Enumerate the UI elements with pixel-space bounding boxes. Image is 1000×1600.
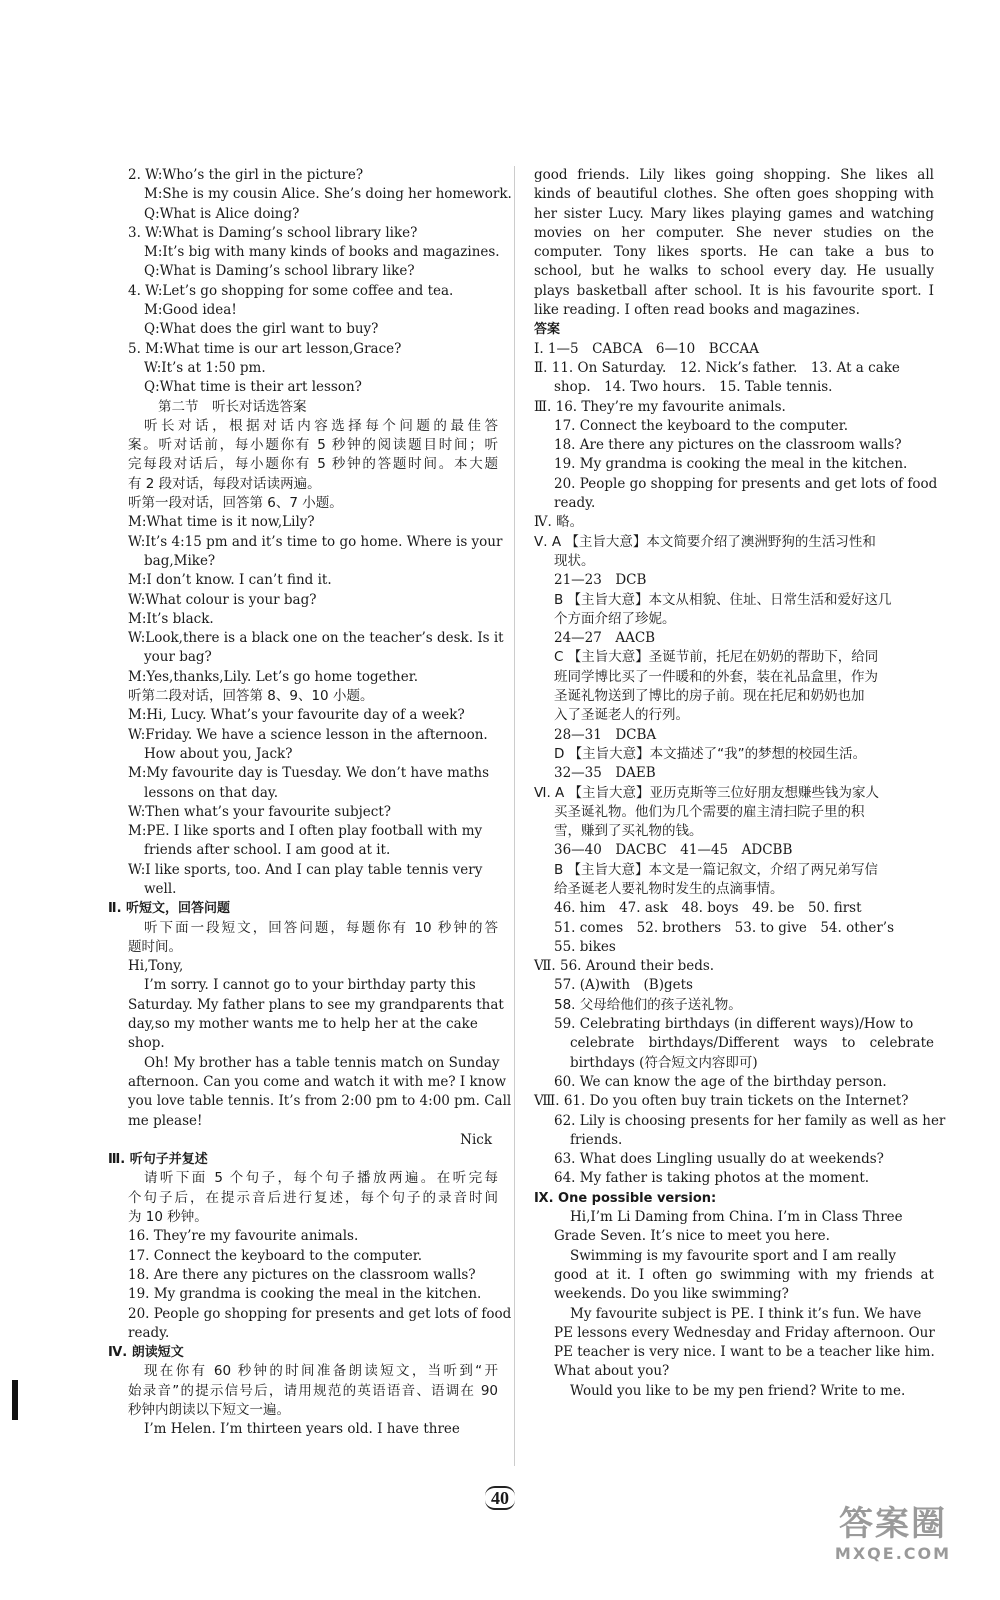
left-column-line: Q:What does the girl want to buy? xyxy=(144,321,379,338)
right-column-line: kinds of beautiful clothes. She often goes shopping with xyxy=(534,186,934,203)
left-column-line: W:It’s at 1:50 pm. xyxy=(144,359,266,376)
right-column-line: ready. xyxy=(554,495,596,512)
left-column-line: 听长对话，根据对话内容选择每个问题的最佳答 xyxy=(144,417,498,434)
right-column-line: computer. Tony likes sports. He can take a bus to xyxy=(534,244,934,261)
right-column-line: good at it. I often go swimming with my friends at xyxy=(554,1266,934,1283)
left-column-line: 16. They’re my favourite animals. xyxy=(128,1228,359,1245)
left-column-line: W:Then what’s your favourite subject? xyxy=(128,803,391,820)
left-column-line: Saturday. My father plans to see my grandparents that xyxy=(128,996,504,1013)
left-column-line: M:My favourite day is Tuesday. We don’t have maths xyxy=(128,765,490,782)
page-number-text: 40 xyxy=(485,1486,515,1510)
watermark-cn: 答案圈 xyxy=(839,1504,947,1544)
left-column-line: 个句子后，在提示音后进行复述，每个句子的录音时间 xyxy=(128,1189,498,1206)
left-column-line: Q:What is Alice doing? xyxy=(144,205,300,222)
left-column-line: Ⅲ. 听句子并复述 xyxy=(108,1152,208,1168)
left-column-line: Q:What time is their art lesson? xyxy=(144,379,362,396)
left-column-line: W:Look,there is a black one on the teacher’s desk. Is it xyxy=(128,630,504,647)
left-column-line: you love table tennis. It’s from 2:00 pm to 4:00 pm. Call xyxy=(128,1093,512,1110)
left-column-line: M:Good idea! xyxy=(144,302,237,319)
left-column-line: 听下面一段短文，回答问题，每题你有 10 秒钟的答 xyxy=(144,919,498,936)
left-column-line: 4. W:Let’s go shopping for some coffee and tea. xyxy=(128,282,454,299)
right-column-line: like reading. I often read books and magazines. xyxy=(534,302,860,319)
left-column-line: M:It’s big with many kinds of books and magazines. xyxy=(144,244,500,261)
left-column-line: 20. People go shopping for presents and get lots of food xyxy=(128,1305,512,1322)
right-column-line: 51. comes 52. brothers 53. to give 54. other’s xyxy=(554,919,894,936)
right-column-line: Ⅸ. One possible version: xyxy=(534,1190,717,1206)
right-column-line: Hi,I’m Li Daming from China. I’m in Class Three xyxy=(570,1209,903,1226)
right-column-line: 个方面介绍了珍妮。 xyxy=(554,610,676,627)
right-column-line: 18. Are there any pictures on the classroom walls? xyxy=(554,437,902,454)
right-column-line: Ⅳ. 略。 xyxy=(534,514,584,531)
left-column-line: your bag? xyxy=(144,649,212,666)
right-column-line: birthdays (符合短文内容即可) xyxy=(570,1054,758,1071)
right-column-line: B 【主旨大意】本文从相貌、住址、日常生活和爱好这几 xyxy=(554,591,892,608)
right-column-line: Grade Seven. It’s nice to meet you here. xyxy=(554,1228,830,1245)
left-column-line: 为 10 秒钟。 xyxy=(128,1209,208,1226)
left-column-line: 完每段对话后，每小题你有 5 秒钟的答题时间。本大题 xyxy=(128,456,498,473)
right-column-line: 答案 xyxy=(534,322,561,338)
right-column-line: 63. What does Lingling usually do at weekends? xyxy=(554,1151,884,1168)
left-column-line: friends after school. I am good at it. xyxy=(144,842,391,859)
right-column-line: 17. Connect the keyboard to the computer. xyxy=(554,417,849,434)
right-column-line: 班同学博比买了一件暖和的外套，装在礼品盒里，作为 xyxy=(554,668,878,685)
right-column-line: PE lessons every Wednesday and Friday afternoon. Our xyxy=(554,1324,935,1341)
left-column-line: W:Friday. We have a science lesson in the afternoon. xyxy=(128,726,488,743)
right-column-line: Ⅶ. 56. Around their beds. xyxy=(534,958,715,975)
left-column-line: 现在你有 60 秒钟的时间准备朗读短文，当听到“开 xyxy=(144,1363,498,1380)
left-column-line: Ⅳ. 朗读短文 xyxy=(108,1345,184,1361)
right-column-line: 58. 父母给他们的孩子送礼物。 xyxy=(554,996,742,1013)
left-column-line: I’m sorry. I cannot go to your birthday party this xyxy=(144,977,476,994)
left-column-line: M:What time is it now,Lily? xyxy=(128,514,315,531)
right-column-line: her sister Lucy. Mary likes playing games and watching xyxy=(534,205,934,222)
left-column-line: 5. M:What time is our art lesson,Grace? xyxy=(128,340,402,357)
right-column-line: 59. Celebrating birthdays (in different ways)/How to xyxy=(554,1016,914,1033)
right-column-line: Ⅴ. A 【主旨大意】本文简要介绍了澳洲野狗的生活习性和 xyxy=(534,533,876,550)
left-column-line: 题时间。 xyxy=(128,938,182,955)
right-column-line: 60. We can know the age of the birthday person. xyxy=(554,1073,887,1090)
right-column-line: Would you like to be my pen friend? Write to me. xyxy=(570,1382,906,1399)
left-column xyxy=(108,166,512,1440)
left-column-line: 第二节 听长对话选答案 xyxy=(158,398,307,415)
left-column-line: 2. W:Who’s the girl in the picture? xyxy=(128,167,364,183)
watermark-en: MXQE.COM xyxy=(834,1544,952,1563)
right-column-line: celebrate birthdays/Different ways to celebrate xyxy=(570,1035,934,1052)
left-column-line: Q:What is Daming’s school library like? xyxy=(144,263,415,280)
right-column-line: B 【主旨大意】本文是一篇记叙文，介绍了两兄弟写信 xyxy=(554,861,879,878)
left-column-line: M:PE. I like sports and I often play football with my xyxy=(128,823,483,840)
right-column-line: Ⅱ. 11. On Saturday. 12. Nick’s father. 13. At a cake xyxy=(534,359,900,376)
left-column-line: M:Hi, Lucy. What’s your favourite day of a week? xyxy=(128,707,465,724)
left-column-line: 听第二段对话，回答第 8、9、10 小题。 xyxy=(128,688,374,705)
left-column-line: M:Yes,thanks,Lily. Let’s go home together. xyxy=(128,668,419,685)
right-column-line: Ⅲ. 16. They’re my favourite animals. xyxy=(534,398,786,415)
left-column-line: 17. Connect the keyboard to the computer. xyxy=(128,1247,423,1264)
left-column-line: shop. xyxy=(128,1035,165,1052)
right-column-line: PE teacher is very nice. I want to be a teacher like him. xyxy=(554,1344,935,1361)
left-column-line: W:It’s 4:15 pm and it’s time to go home. Where is your xyxy=(128,533,503,550)
column-divider xyxy=(514,166,515,1466)
right-column-line: 入了圣诞老人的行列。 xyxy=(554,707,689,724)
left-column-line: 18. Are there any pictures on the classroom walls? xyxy=(128,1266,476,1283)
right-column-line: 雪，赚到了买礼物的钱。 xyxy=(554,823,703,840)
left-column-line: me please! xyxy=(128,1112,203,1129)
left-column-line: W:I like sports, too. And I can play tablе tennis very xyxy=(128,861,483,878)
right-column-line: friends. xyxy=(570,1131,623,1148)
right-column-line: My favourite subject is PE. I think it’s fun. We have xyxy=(570,1305,922,1322)
margin-mark xyxy=(12,1380,18,1420)
right-column-line: 24—27 AACB xyxy=(554,630,656,647)
left-column-line: How about you, Jack? xyxy=(144,745,293,762)
left-column-line: day,so my mother wants me to help her at the cake xyxy=(128,1016,478,1033)
left-column-line: lessons on that day. xyxy=(144,784,279,801)
watermark-logo xyxy=(808,1504,978,1574)
right-column-line: movies on her computer. She never studies on the xyxy=(534,224,934,241)
left-column-line: ready. xyxy=(128,1324,170,1341)
right-column-line: 现状。 xyxy=(554,552,595,569)
left-column-line: well. xyxy=(144,880,177,897)
right-column-line: C 【主旨大意】圣诞节前，托尼在奶奶的帮助下，给同 xyxy=(554,649,879,666)
right-column-line: shop. 14. Two hours. 15. Table tennis. xyxy=(554,379,833,396)
left-column-line: I’m Helen. I’m thirteen years old. I have three xyxy=(144,1421,460,1438)
right-column-line: 46. him 47. ask 48. boys 49. be 50. first xyxy=(554,900,862,917)
left-column-line: bag,Mike? xyxy=(144,552,216,569)
right-column-line: 28—31 DCBA xyxy=(554,726,657,743)
left-column-line: Hi,Tony, xyxy=(128,958,184,975)
right-column-line: 64. My father is taking photos at the moment. xyxy=(554,1170,870,1187)
right-column-line: 62. Lily is choosing presents for her family as well as her xyxy=(554,1112,946,1129)
left-column-line: Ⅱ. 听短文，回答问题 xyxy=(108,901,231,917)
right-column-line: 32—35 DAEB xyxy=(554,765,656,782)
right-column-line: 20. People go shopping for presents and get lots of food xyxy=(554,475,938,492)
left-column-line: M:I don’t know. I can’t find it. xyxy=(128,572,332,589)
right-column-line: good friends. Lily likes going shopping. She likes all xyxy=(534,167,934,183)
right-column-line: Ⅰ. 1—5 CABCA 6—10 BCCAA xyxy=(534,340,760,357)
left-column-line: Oh! My brother has a table tennis match on Sunday xyxy=(144,1054,500,1071)
right-column-line: 圣诞礼物送到了博比的房子前。现在托尼和奶奶也加 xyxy=(554,688,865,705)
right-column-line: 19. My grandma is cooking the meal in the kitchen. xyxy=(554,456,908,473)
right-column xyxy=(534,166,946,1401)
right-column-line: D 【主旨大意】本文描述了“我”的梦想的校园生活。 xyxy=(554,745,867,762)
right-column-line: Swimming is my favourite sport and I am really xyxy=(570,1247,896,1264)
left-column-line: 3. W:What is Daming’s school library like? xyxy=(128,224,418,241)
right-column-line: 21—23 DCB xyxy=(554,572,647,589)
left-column-line: 19. My grandma is cooking the meal in the kitchen. xyxy=(128,1286,482,1303)
left-column-line: 案。听对话前，每小题你有 5 秒钟的阅读题目时间；听 xyxy=(128,437,498,454)
right-column-line: 给圣诞老人要礼物时发生的点滴事情。 xyxy=(554,880,784,897)
left-column-line: afternoon. Can you come and watch it with me? I know xyxy=(128,1073,507,1090)
right-column-line: What about you? xyxy=(554,1363,670,1380)
right-column-line: 57. (A)with (B)gets xyxy=(554,977,693,994)
left-column-line: M:She is my cousin Alice. She’s doing her homework. xyxy=(144,186,512,203)
left-column-line: 听第一段对话，回答第 6、7 小题。 xyxy=(128,495,343,512)
right-column-line: school, but he walks to school every day. He usually xyxy=(534,263,934,280)
left-column-line: M:It’s black. xyxy=(128,610,214,627)
right-column-line: Ⅵ. A 【主旨大意】亚历克斯等三位好朋友想赚些钱为家人 xyxy=(534,784,880,801)
right-column-line: 36—40 DACBC 41—45 ADCBB xyxy=(554,842,793,859)
left-column-line: 请听下面 5 个句子，每个句子播放两遍。在听完每 xyxy=(144,1170,498,1187)
left-column-line: 有 2 段对话，每段对话读两遍。 xyxy=(128,475,321,492)
left-column-line: W:What colour is your bag? xyxy=(128,591,317,608)
right-column-line: Ⅷ. 61. Do you often buy train tickets on the Internet? xyxy=(534,1093,909,1110)
right-column-line: plays basketball after school. It is his favourite sport. I xyxy=(534,282,934,299)
left-column-line: 始录音”的提示信号后，请用规范的英语语音、语调在 90 xyxy=(128,1382,498,1399)
left-column-line: Nick xyxy=(460,1131,492,1148)
left-column-line: 秒钟内朗读以下短文一遍。 xyxy=(128,1402,290,1418)
right-column-line: 买圣诞礼物。他们为几个需要的雇主清扫院子里的积 xyxy=(554,803,865,820)
right-column-line: weekends. Do you like swimming? xyxy=(554,1286,789,1303)
right-column-line: 55. bikes xyxy=(554,938,616,955)
